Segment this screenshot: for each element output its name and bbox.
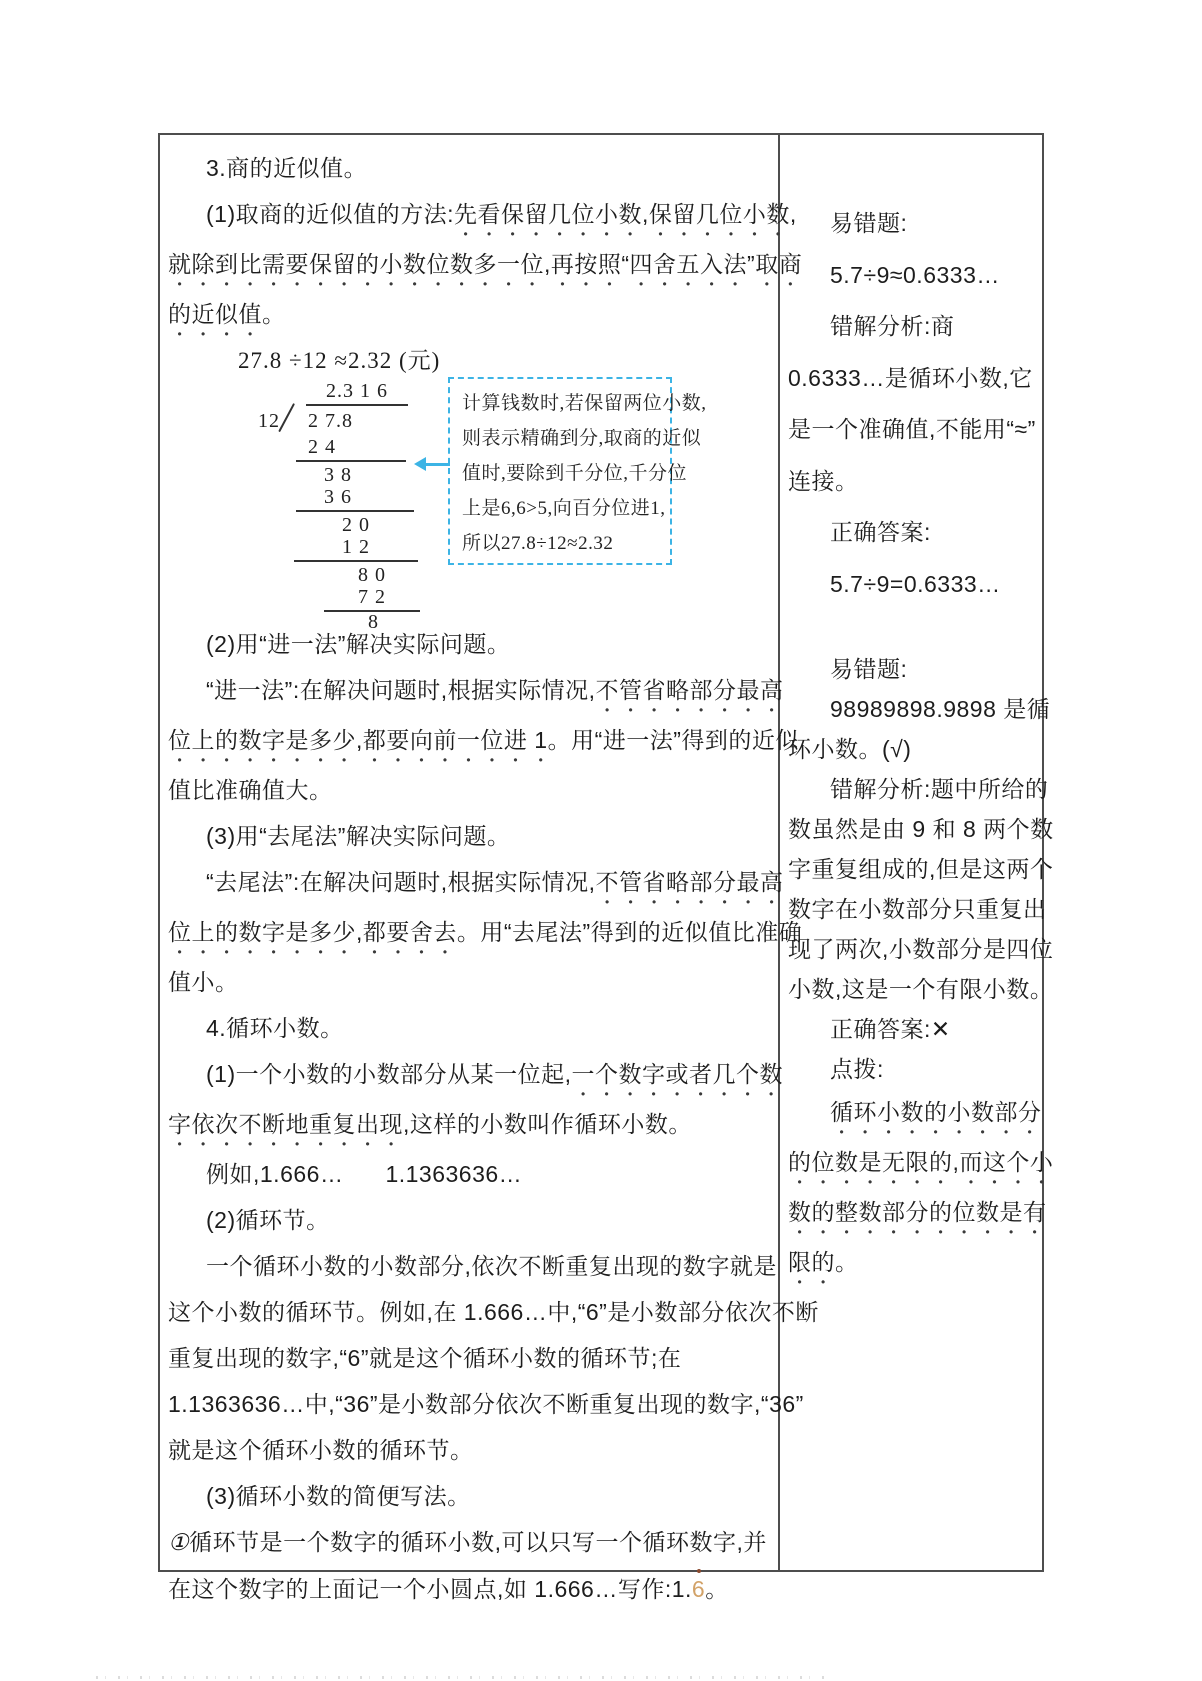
text-run: 。 <box>835 1249 859 1275</box>
text-line <box>160 241 803 291</box>
examples-line <box>160 1151 778 1197</box>
repeating-digit: 6 <box>691 1576 706 1602</box>
note-line <box>780 1239 1054 1289</box>
note-line <box>780 689 1054 729</box>
note-line <box>780 1189 1054 1239</box>
text-run: 98989898.9898 是循 <box>830 696 1051 722</box>
note-answer <box>780 1009 1054 1049</box>
text-line <box>160 1473 778 1519</box>
note-line <box>780 849 1054 889</box>
text-run: 在这个数字的上面记一个小圆点,如 1.666…写作:1. <box>168 1576 692 1602</box>
callout-arrow-icon <box>414 457 450 471</box>
notes-column <box>780 135 1054 1570</box>
text-run: 数虽然是由 9 和 8 两个数 <box>788 816 1054 842</box>
text-line <box>160 291 778 341</box>
division-step: 7 2 <box>358 586 386 608</box>
text-run: 易错题: <box>830 656 908 682</box>
text-run: 1.1363636… <box>385 1161 523 1187</box>
note-label <box>780 301 1054 353</box>
text-line <box>160 1197 778 1243</box>
text-run: “进一法”:在解决问题时,根据实际情况, <box>206 677 596 703</box>
text-line <box>160 1289 819 1335</box>
text-line <box>160 909 803 959</box>
content-table <box>158 133 1054 1602</box>
note-line <box>780 1089 1054 1139</box>
text-run: 。 <box>262 301 286 327</box>
callout-line: 值时,要除到千分位,千分位 <box>462 463 688 484</box>
text-line <box>160 859 784 909</box>
text-line <box>160 621 778 667</box>
long-division <box>240 380 460 633</box>
emphasized-text-run: 循环小数的小数部分 <box>830 1099 1042 1125</box>
text-run: 循环节是一个数字的循环小数,可以只写一个循环数字,并 <box>189 1529 767 1555</box>
text-run: 连接。 <box>788 467 859 494</box>
text-run: (2)循环节。 <box>206 1207 330 1233</box>
note-label <box>780 649 1054 689</box>
text-run: 字重复组成的,但是这两个 <box>788 856 1054 882</box>
callout-line: 上是6,6>5,向百分位进1, <box>462 498 666 519</box>
text-run: 一个循环小数的小数部分,依次不断重复出现的数字就是 <box>206 1253 777 1279</box>
emphasized-text-run: 字依次不断地重复出现, <box>168 1111 410 1137</box>
arrow-shaft <box>422 463 450 466</box>
text-run: 小数,这是一个有限小数。 <box>788 976 1054 1002</box>
error-prone-note-2 <box>780 649 1054 1289</box>
text-run: 0.6333…是循环小数,它 <box>788 364 1033 391</box>
division-dividend: 2 7.8 <box>308 410 353 432</box>
text-run: (1)一个小数的小数部分从某一位起, <box>206 1061 572 1087</box>
text-run: (3)循环小数的简便写法。 <box>206 1483 471 1509</box>
note-line <box>780 969 1054 1009</box>
text-run: (2)用“进一法”解决实际问题。 <box>206 631 511 657</box>
text-run: (1)取商的近似值的方法: <box>206 201 454 227</box>
text-run: 正确答案:✕ <box>830 1016 951 1042</box>
text-run: 现了两次,小数部分是四位 <box>788 936 1054 962</box>
division-expression <box>160 341 778 381</box>
emphasized-text-run: 位上的数字是多少,都要舍去 <box>168 919 457 945</box>
emphasized-text-run: 数的整数部分的位数是有 <box>788 1199 1047 1225</box>
text-line <box>160 1243 778 1289</box>
callout-line: 计算钱数时,若保留两位小数, <box>462 393 707 414</box>
emphasized-text-run: 先看保留几位小数,保留几位小数, <box>454 201 797 227</box>
text-run: 这样的小数叫作循环小数。 <box>409 1111 692 1137</box>
note-line <box>780 353 1054 405</box>
text-run: 错解分析:题中所给的 <box>830 776 1049 802</box>
text-run: 3.商的近似值。 <box>206 155 368 181</box>
text-run: 环小数。(√) <box>788 736 912 762</box>
note-label <box>780 507 1054 559</box>
text-run: 27.8 ÷12 ≈2.32 (元) <box>238 348 441 373</box>
text-run: 正确答案: <box>830 519 931 545</box>
emphasized-text-run: 不管省略部分最高 <box>595 869 784 895</box>
text-line <box>160 717 799 767</box>
text-run: 4.循环小数。 <box>206 1015 344 1041</box>
note-line <box>780 559 1054 611</box>
division-step: 3 8 <box>324 464 352 486</box>
emphasized-text-run: 的近似值 <box>168 301 262 327</box>
emphasized-text-run: 就除到比需要保留的小数位数多一位,再按照“四舍五入法”取商 <box>168 251 803 277</box>
text-run: 例如,1.666… <box>206 1161 344 1187</box>
note-line <box>780 250 1054 302</box>
note-line <box>780 1139 1054 1189</box>
text-line <box>160 1101 778 1151</box>
note-label <box>780 769 1054 809</box>
division-quotient: 2.3 1 6 <box>326 380 388 402</box>
text-line <box>160 813 778 859</box>
emphasized-text-run: 的位数是无限的,而这个小 <box>788 1149 1054 1175</box>
text-run: 值小。 <box>168 969 239 995</box>
section-title-repeating-decimal <box>160 1005 778 1051</box>
text-run: 。用“进一法”得到的近似 <box>547 727 799 753</box>
division-rule-line <box>294 560 418 562</box>
callout-line: 则表示精确到分,取商的近似 <box>462 428 702 449</box>
text-line <box>160 1519 778 1566</box>
emphasized-text-run: 不管省略部分最高 <box>595 677 784 703</box>
note-line <box>780 404 1054 456</box>
division-step: 2 4 <box>308 436 336 458</box>
circled-one-marker: ① <box>168 1530 190 1555</box>
division-bracket-line <box>278 403 295 432</box>
division-remainder: 8 <box>368 611 379 633</box>
division-step: 3 6 <box>324 486 352 508</box>
division-step: 2 0 <box>342 514 370 536</box>
text-run: 1.1363636…中,“36”是小数部分依次不断重复出现的数字,“36” <box>168 1391 804 1417</box>
text-run: 数字在小数部分只重复出 <box>788 896 1047 922</box>
text-line <box>160 959 778 1005</box>
error-prone-note-1 <box>780 198 1054 610</box>
division-rule-line <box>296 460 406 462</box>
cut-off-next-line-strip <box>96 1676 826 1679</box>
text-run: “去尾法”:在解决问题时,根据实际情况, <box>206 869 596 895</box>
text-run: 这个小数的循环节。例如,在 1.666…中,“6”是小数部分依次不断 <box>168 1299 819 1325</box>
text-line <box>160 767 778 813</box>
note-line <box>780 809 1054 849</box>
text-run: 5.7÷9=0.6333… <box>830 570 1001 597</box>
note-line <box>780 889 1054 929</box>
text-line <box>160 667 784 717</box>
note-label <box>780 1049 1054 1089</box>
emphasized-text-run: 限的 <box>788 1249 835 1275</box>
text-run: 易错题: <box>830 210 908 236</box>
text-run: 就是这个循环小数的循环节。 <box>168 1437 474 1463</box>
text-run: 值比准确值大。 <box>168 777 333 803</box>
emphasized-text-run: 一个数字或者几个数 <box>571 1061 783 1087</box>
text-line <box>160 1427 778 1473</box>
text-run: (3)用“去尾法”解决实际问题。 <box>206 823 511 849</box>
callout-line: 所以27.8÷12≈2.32 <box>462 533 614 554</box>
text-line <box>160 1051 783 1101</box>
text-run: 是一个准确值,不能用“≈” <box>788 416 1036 442</box>
note-line <box>780 729 1054 769</box>
division-step: 8 0 <box>358 564 386 586</box>
text-line <box>160 1566 778 1612</box>
text-run: 5.7÷9≈0.6333… <box>830 261 1000 288</box>
section-title-quotient-approx <box>160 145 778 191</box>
text-run: 点拨: <box>830 1056 884 1082</box>
text-line <box>160 1381 804 1427</box>
division-rule-line <box>296 510 414 512</box>
text-line <box>160 1335 778 1381</box>
emphasized-text-run: 位上的数字是多少,都要向前一位进 1 <box>168 727 548 753</box>
text-line <box>160 191 797 241</box>
text-run: 。 <box>705 1576 729 1602</box>
callout-box <box>448 377 707 565</box>
division-vinculum-line <box>306 404 408 406</box>
note-label <box>780 198 1054 250</box>
text-run: 错解分析:商 <box>830 313 955 339</box>
note-line <box>780 456 1054 508</box>
division-step: 1 2 <box>342 536 370 558</box>
division-divisor: 12 <box>258 410 280 432</box>
text-run: 。用“去尾法”得到的近似值比准确 <box>456 919 803 945</box>
text-run: 重复出现的数字,“6”就是这个循环小数的循环节;在 <box>168 1345 682 1371</box>
long-division-figure <box>160 380 778 633</box>
note-line <box>780 929 1054 969</box>
